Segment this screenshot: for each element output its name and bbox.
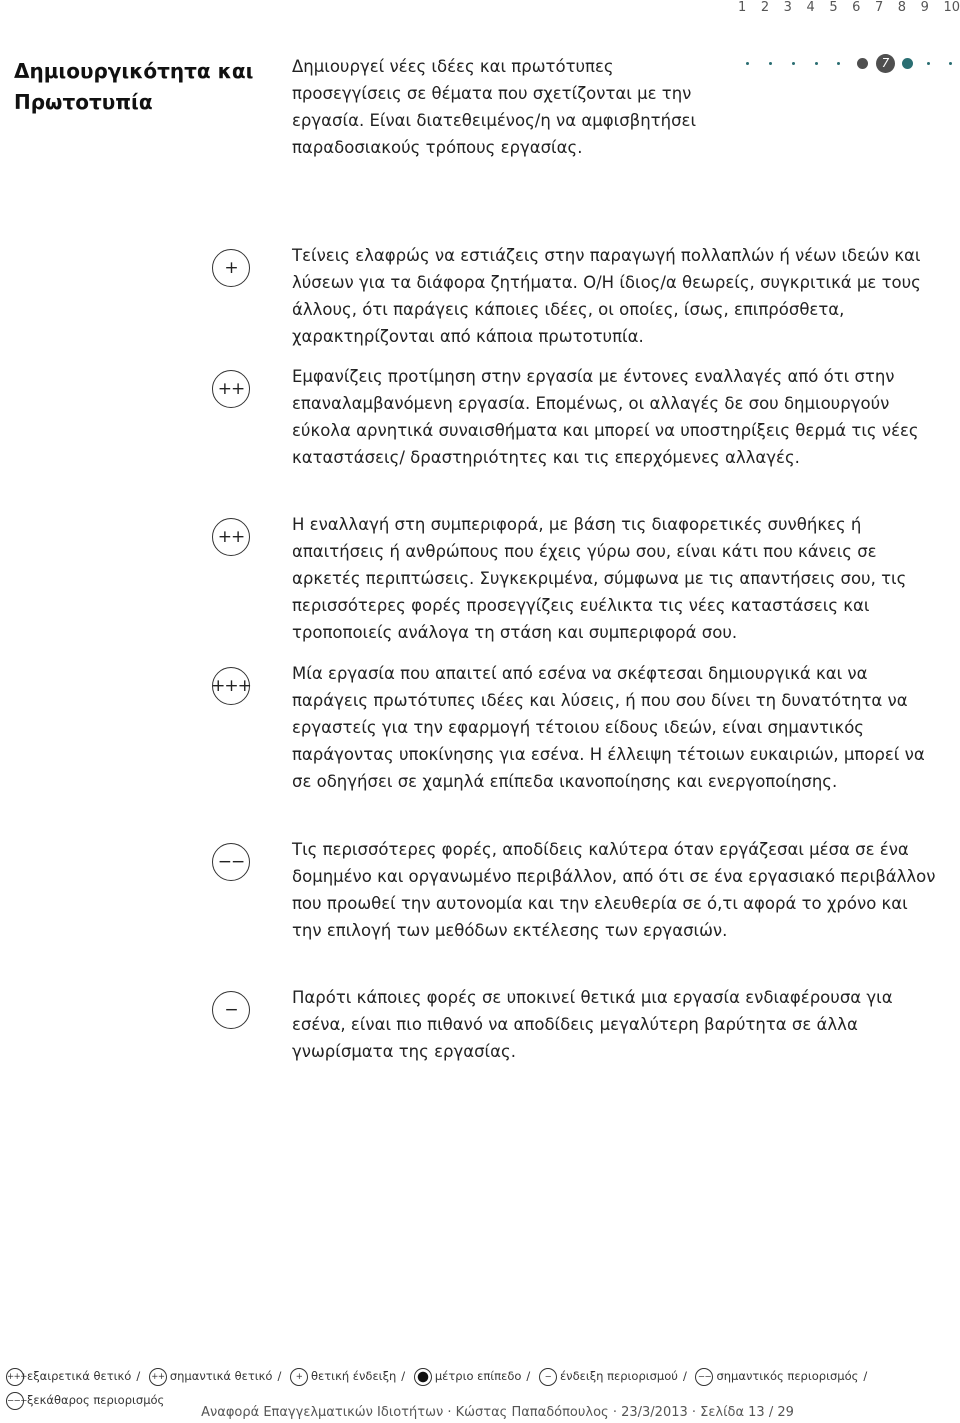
page-link-8[interactable]: 8: [897, 0, 907, 15]
trait-definition: Δημιουργεί νέες ιδέες και πρωτότυπες προσεγγίσεις σε θέματα που σχετίζονται με την εργασία. Είναι διατεθειμένος/η να αμφισβητήσει παραδοσιακούς τρόπους εργασίας.: [292, 57, 697, 157]
progress-dot: [746, 62, 749, 65]
page-link-10[interactable]: 10: [943, 0, 960, 15]
footer-author: Κώστας Παπαδόπουλος: [455, 1405, 609, 1420]
description-text: Η εναλλαγή στη συμπεριφορά, με βάση τις διαφορετικές συνθήκες ή απαιτήσεις ή ανθρώπους που έχεις γύρω σου, είναι κάτι που κάνεις σε αρκετές περιπτώσεις. Συγκεκριμένα, σύμφωνα με τις απαντήσεις σου, τις περισσότερες φορές προσεγγίζεις ευέλικτα τις νέες καταστάσεις και τροποποιείς ανάλογα τη στάση και συμπεριφορά σου.: [292, 515, 907, 642]
page-link-9[interactable]: 9: [920, 0, 929, 15]
page-link-5[interactable]: 5: [829, 0, 838, 15]
page-link-1[interactable]: 1: [738, 0, 747, 15]
progress-indicator: [740, 52, 955, 76]
progress-dot: [769, 62, 772, 65]
progress-current-marker: 7: [876, 54, 895, 73]
significant-limitation-icon: −−: [212, 843, 250, 881]
footer-report-title: Αναφορά Επαγγελματικών Ιδιοτήτων: [201, 1405, 444, 1420]
legend-item: [149, 1369, 273, 1383]
page-link-4[interactable]: 4: [806, 0, 815, 15]
description-text: Παρότι κάποιες φορές σε υποκινεί θετικά μια εργασία ενδιαφέρουσα για εσένα, είναι πιο πιθανό να αποδίδεις μεγαλύτερη βαρύτητα σε άλλα γνωρίσματα της εργασίας.: [292, 988, 893, 1061]
legend-item: [414, 1369, 522, 1383]
significant-positive-icon: ++: [149, 1368, 167, 1386]
legend-item: [6, 1369, 131, 1383]
progress-dot-filled: [857, 58, 868, 69]
legend-label: μέτριο επίπεδο: [434, 1369, 522, 1383]
progress-dot-accent: [902, 58, 913, 69]
exceptional-positive-icon: +++: [212, 667, 250, 705]
legend-item: [539, 1369, 678, 1383]
page-link-7[interactable]: 7: [874, 0, 884, 15]
legend-label: ένδειξη περιορισμού: [559, 1369, 678, 1383]
page-link-3[interactable]: 3: [783, 0, 792, 15]
legend-label: σημαντικός περιορισμός: [716, 1369, 859, 1383]
legend-label: εξαιρετικά θετικό: [27, 1369, 132, 1383]
footer-date: 23/3/2013: [621, 1405, 688, 1420]
description-text: Τις περισσότερες φορές, αποδίδεις καλύτερα όταν εργάζεσαι μέσα σε ένα δομημένο και οργανωμένο περιβάλλον, από ότι σε ένα εργασιακό περιβάλλον που προωθεί την αυτονομία και την ελευθερία σε ό,τι αφορά το χρόνο και την επιλογή των μεθόδων εκτέλεσης των εργασιών.: [292, 840, 936, 940]
progress-dot: [837, 62, 840, 65]
limitation-indicator-icon: −: [539, 1368, 557, 1386]
legend-label: σημαντικά θετικό: [169, 1369, 273, 1383]
description-text: Εμφανίζεις προτίμηση στην εργασία με έντονες εναλλαγές από ότι στην επαναλαμβανόμενη εργασία. Επομένως, οι αλλαγές δε σου δημιουργούν εύκολα αρνητικά συναισθήματα και μπορεί να υποστηρίξεις θερμά τις νέες καταστάσεις/ δραστηριότητες και τις επερχόμενες αλλαγές.: [292, 367, 919, 467]
legend-label: ξεκάθαρος περιορισμός: [27, 1393, 165, 1407]
medium-level-icon: [414, 1368, 432, 1386]
progress-dot: [927, 62, 930, 65]
legend-label: θετική ένδειξη: [311, 1369, 397, 1383]
limitation-indicator-icon: −: [212, 991, 250, 1029]
footer-page-number: Σελίδα 13 / 29: [700, 1405, 794, 1420]
significant-positive-icon: ++: [212, 370, 250, 408]
page-footer: Αναφορά Επαγγελματικών Ιδιοτήτων · Κώστας Παπαδόπουλος · 23/3/2013 · Σελίδα 13 / 29: [201, 1405, 794, 1420]
legend-item: [290, 1369, 396, 1383]
significant-limitation-icon: −−: [695, 1368, 713, 1386]
page-title: Δημιουργικότητα και Πρωτοτυπία: [14, 59, 254, 114]
exceptional-positive-icon: +++: [6, 1368, 24, 1386]
positive-indicator-icon: +: [290, 1368, 308, 1386]
significant-positive-icon: ++: [212, 518, 250, 556]
page-link-2[interactable]: 2: [760, 0, 770, 15]
page-link-6[interactable]: 6: [852, 0, 861, 15]
progress-dot: [815, 62, 818, 65]
description-text: Μία εργασία που απαιτεί από εσένα να σκέφτεσαι δημιουργικά και να παράγεις πρωτότυπες ιδέες και λύσεις, ή που σου δίνει τη δυνατότητα να εργαστείς για την εφαρμογή τέτοιου είδους ιδεών, είναι σημαντικός παράγοντας υποκίνησης για εσένα. Η έλλειψη τέτοιων ευκαιριών, μπορεί να σε οδηγήσει σε χαμηλά επίπεδα ικανοποίησης και ενεργοποίησης.: [292, 664, 925, 791]
progress-dot: [949, 62, 952, 65]
description-text: Τείνεις ελαφρώς να εστιάζεις στην παραγωγή πολλαπλών ή νέων ιδεών και λύσεων για τα διάφορα ζητήματα. Ο/Η ίδιος/α θεωρείς, συγκριτικά με τους άλλους, ότι παράγεις κάποιες ιδέες, οι οποίες, ίσως, επιπρόσθετα, χαρακτηρίζονται από κάποια πρωτοτυπία.: [292, 246, 921, 346]
page-navigation: [738, 0, 960, 14]
legend: +++εξαιρετικά θετικό / ++ σημαντικά θετικό / + θετική ένδειξη / μέτριο επίπεδο / − ένδειξη περιορισμού / −− σημαντικός περιορισμός / −−−ξεκάθαρος περιορισμός: [6, 1364, 946, 1412]
positive-indicator-icon: +: [212, 249, 250, 287]
clear-limitation-icon: −−−: [6, 1392, 24, 1410]
legend-item: [695, 1369, 858, 1383]
progress-dot: [792, 62, 795, 65]
